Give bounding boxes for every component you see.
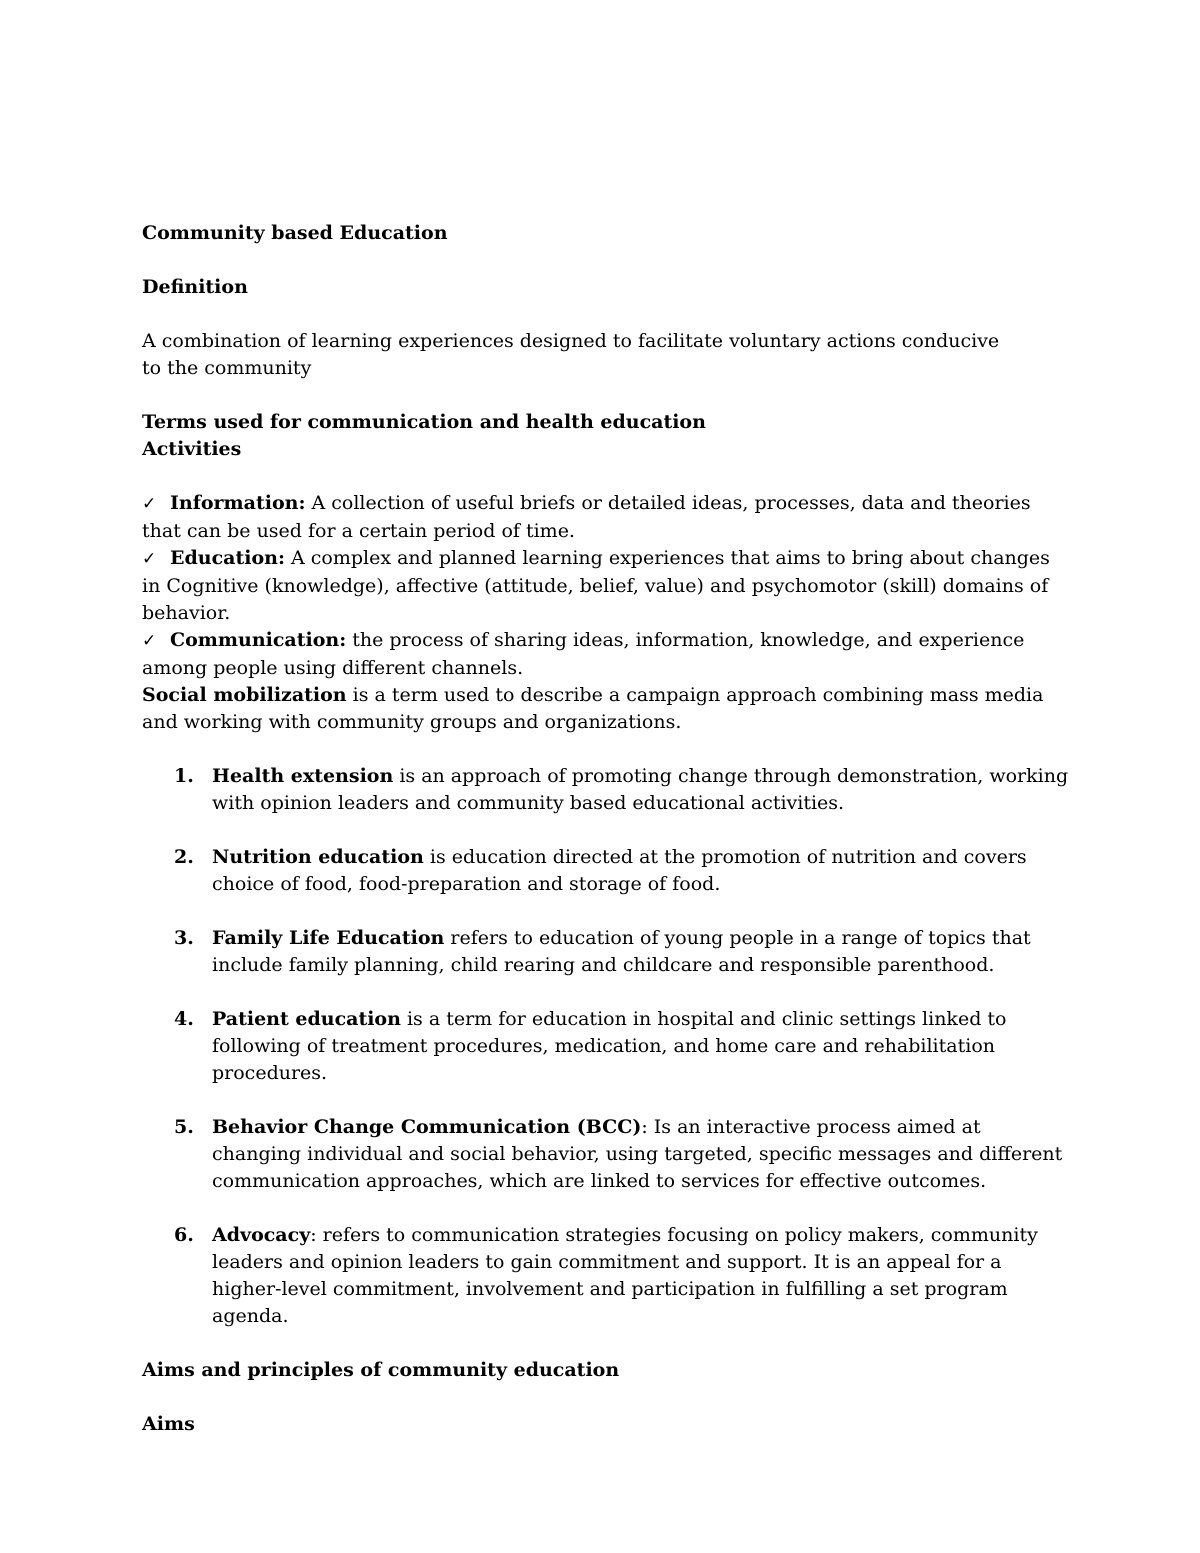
- bullet-text: the process of sharing ideas, information, knowledge, and experience among people using different channels.: [142, 629, 1025, 679]
- bullet-item-education: [142, 545, 1072, 627]
- list-number: 4.: [174, 1008, 194, 1030]
- list-term: Health extension: [212, 765, 394, 787]
- list-item: [142, 1222, 1072, 1330]
- list-item: [142, 763, 1072, 817]
- list-term: Patient education: [212, 1008, 401, 1030]
- document-title: Community based Education: [142, 222, 448, 244]
- list-text: is education directed at the promotion of nutrition and covers choice of food, food-preparation and storage of food.: [212, 846, 1027, 895]
- bullet-text: A collection of useful briefs or detailed ideas, processes, data and theories that can be used for a certain period of time.: [142, 492, 1031, 542]
- list-text: : Is an interactive process aimed at changing individual and social behavior, using targeted, specific messages and different communication approaches, which are linked to services for effective outcomes.: [212, 1116, 1063, 1192]
- list-text: : refers to communication strategies focusing on policy makers, community leaders and opinion leaders to gain commitment and support. It is an appeal for a higher-level commitment, involvement and participation in fulfilling a set program agenda.: [212, 1224, 1038, 1327]
- bullet-item-communication: [142, 627, 1072, 682]
- list-text: is a term for education in hospital and clinic settings linked to following of treatment procedures, medication, and home care and rehabilitation procedures.: [212, 1008, 1007, 1084]
- social-mobilization-term: Social mobilization: [142, 684, 347, 706]
- list-number: 3.: [174, 927, 194, 949]
- bullet-term: Education:: [170, 547, 285, 569]
- definition-heading: Definition: [142, 276, 248, 298]
- list-number: 5.: [174, 1116, 194, 1138]
- list-number: 6.: [174, 1224, 194, 1246]
- bullet-text: A complex and planned learning experiences that aims to bring about changes in Cognitive (knowledge), affective (attitude, belief, value) and psychomotor (skill) domains of behavior.: [142, 547, 1050, 624]
- aims-principles-heading: Aims and principles of community education: [142, 1359, 620, 1381]
- list-text: refers to education of young people in a range of topics that include family planning, child rearing and childcare and responsible parenthood.: [212, 927, 1031, 976]
- list-number: 1.: [174, 765, 194, 787]
- list-item: [142, 844, 1072, 898]
- list-text: is an approach of promoting change through demonstration, working with opinion leaders and community based educational activities.: [212, 765, 1069, 814]
- numbered-term-list: [142, 763, 1072, 1330]
- list-term: Nutrition education: [212, 846, 424, 868]
- bullet-term: Communication:: [170, 629, 347, 651]
- bullet-item-information: [142, 490, 1072, 545]
- activities-heading: Activities: [142, 438, 242, 460]
- social-mobilization-paragraph: [142, 682, 1072, 736]
- list-number: 2.: [174, 846, 194, 868]
- check-tick-icon: ✓: [142, 549, 157, 569]
- social-mobilization-text: is a term used to describe a campaign approach combining mass media and working with community groups and organizations.: [142, 684, 1044, 733]
- terms-heading: Terms used for communication and health education: [142, 411, 706, 433]
- list-term: Advocacy: [212, 1224, 311, 1246]
- list-item: [142, 925, 1072, 979]
- check-tick-icon: ✓: [142, 631, 157, 651]
- check-tick-icon: ✓: [142, 494, 157, 514]
- list-item: [142, 1114, 1072, 1195]
- definition-text: A combination of learning experiences designed to facilitate voluntary actions conducive to the community: [142, 330, 1000, 379]
- list-term: Behavior Change Communication (BCC): [212, 1116, 642, 1138]
- document-page: [142, 220, 1072, 1438]
- activities-bullet-list: [142, 490, 1072, 682]
- bullet-term: Information:: [170, 492, 306, 514]
- aims-heading: Aims: [142, 1413, 195, 1435]
- list-term: Family Life Education: [212, 927, 445, 949]
- list-item: [142, 1006, 1072, 1087]
